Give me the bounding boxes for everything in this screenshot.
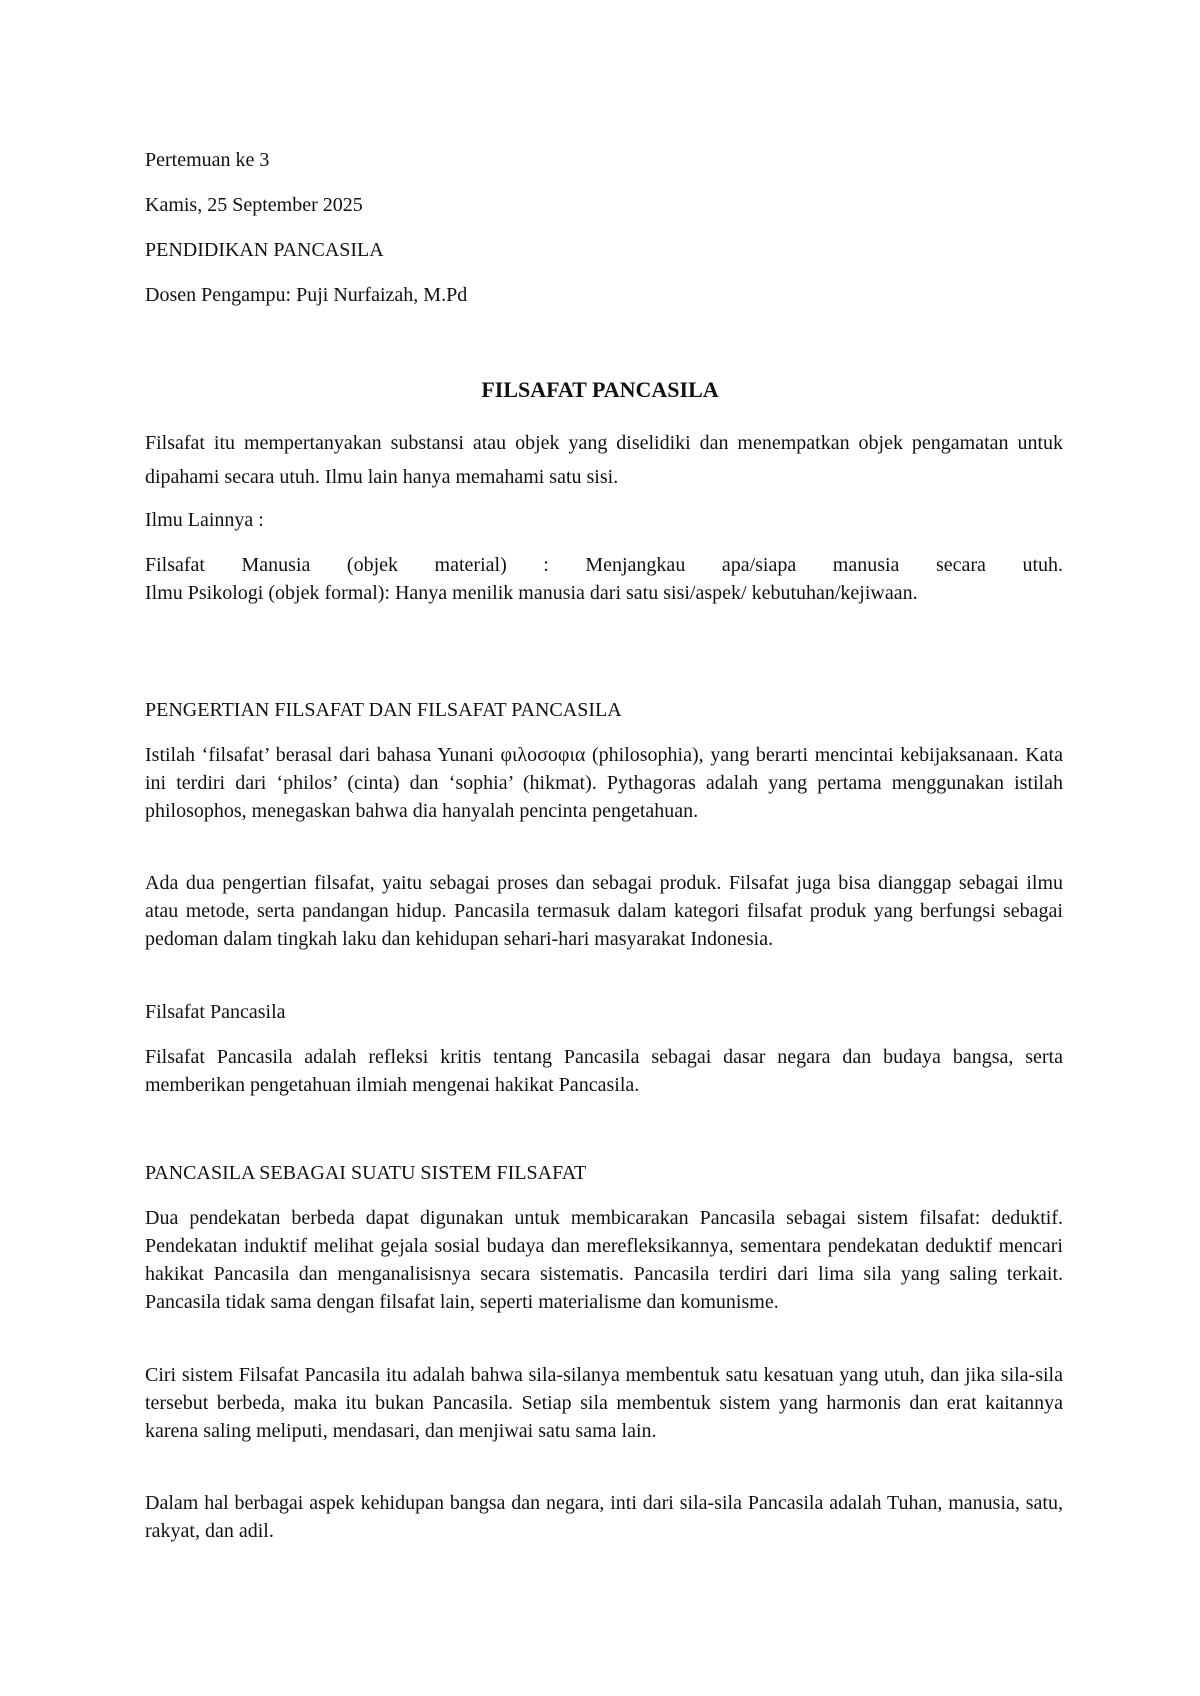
lecturer: Dosen Pengampu: Puji Nurfaizah, M.Pd bbox=[145, 284, 468, 306]
intro-label: Ilmu Lainnya : bbox=[145, 509, 264, 531]
section-heading: PENGERTIAN FILSAFAT DAN FILSAFAT PANCASILA bbox=[145, 699, 622, 721]
paragraph: Filsafat Pancasila adalah refleksi kritis tentang Pancasila sebagai dasar negara dan budaya bangsa, serta memberikan pengetahuan ilmiah mengenai hakikat Pancasila. bbox=[145, 1046, 1063, 1096]
paragraph: Ada dua pengertian filsafat, yaitu sebagai proses dan sebagai produk. Filsafat juga bisa dianggap sebagai ilmu atau metode, serta pandangan hidup. Pancasila termasuk dalam kategori filsafat produk yang berfungsi sebagai pedoman dalam tingkah laku dan kehidupan sehari-hari masyarakat Indonesia. bbox=[145, 872, 1063, 950]
course-name: PENDIDIKAN PANCASILA bbox=[145, 239, 384, 261]
paragraph: Dua pendekatan berbeda dapat digunakan untuk membicarakan Pancasila sebagai sistem filsafat: deduktif. Pendekatan induktif melihat gejala sosial budaya dan merefleksikannya, sementara pendekatan deduktif mencari hakikat Pancasila dan menganalisisnya secara sistematis. Pancasila terdiri dari lima sila yang saling terkait. Pancasila tidak sama dengan filsafat lain, seperti materialisme dan komunisme. bbox=[145, 1207, 1063, 1313]
section-heading: PANCASILA SEBAGAI SUATU SISTEM FILSAFAT bbox=[145, 1162, 587, 1184]
meeting-date: Kamis, 25 September 2025 bbox=[145, 194, 363, 216]
document-title: FILSAFAT PANCASILA bbox=[481, 377, 719, 402]
intro-paragraph-2-line-1: Filsafat Manusia (objek material) : Menjangkau apa/siapa manusia secara utuh. bbox=[145, 554, 1063, 576]
paragraph: Ciri sistem Filsafat Pancasila itu adalah bahwa sila-silanya membentuk satu kesatuan yang utuh, dan jika sila-sila tersebut berbeda, maka itu bukan Pancasila. Setiap sila membentuk sistem yang harmonis dan erat kaitannya karena saling meliputi, mendasari, dan menjiwai satu sama lain. bbox=[145, 1364, 1063, 1442]
intro-paragraph-2: Ilmu Psikologi (objek formal): Hanya menilik manusia dari satu sisi/aspek/ kebutuhan/kejiwaan. bbox=[145, 582, 918, 604]
paragraph: Dalam hal berbagai aspek kehidupan bangsa dan negara, inti dari sila-sila Pancasila adalah Tuhan, manusia, satu, rakyat, dan adil. bbox=[145, 1492, 1063, 1542]
intro-paragraph: Filsafat itu mempertanyakan substansi atau objek yang diselidiki dan menempatkan objek pengamatan untuk dipahami secara utuh. Ilmu lain hanya memahami satu sisi. bbox=[145, 432, 1063, 488]
meeting-number: Pertemuan ke 3 bbox=[145, 149, 270, 171]
paragraph: Istilah ‘filsafat’ berasal dari bahasa Yunani φιλοσοφια (philosophia), yang berarti mencintai kebijaksanaan. Kata ini terdiri dari ‘philos’ (cinta) dan ‘sophia’ (hikmat). Pythagoras adalah yang pertama menggunakan istilah philosophos, menegaskan bahwa dia hanyalah pencinta pengetahuan. bbox=[145, 744, 1063, 822]
subheading: Filsafat Pancasila bbox=[145, 1001, 286, 1023]
